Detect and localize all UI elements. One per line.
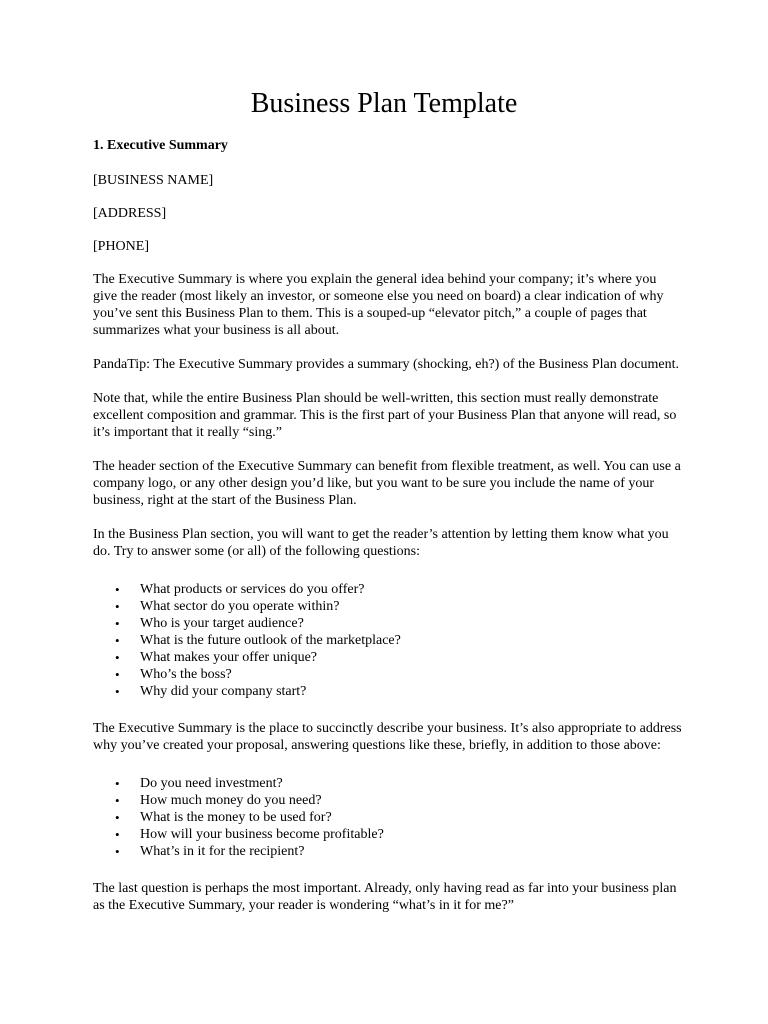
address-placeholder: [ADDRESS] xyxy=(93,206,167,221)
bullet-icon: • xyxy=(115,684,120,699)
bullet-icon: • xyxy=(115,793,120,808)
paragraph-business-plan-section: In the Business Plan section, you will want to get the reader’s attention by letting them know what you do. Try to answer some (or all) of the following questions: xyxy=(93,527,669,559)
question-list-1 xyxy=(93,581,683,700)
bullet-icon: • xyxy=(115,599,120,614)
list-item: • How much money do you need? xyxy=(115,793,322,808)
list-item: • What products or services do you offer? xyxy=(115,582,365,597)
bullet-icon: • xyxy=(115,650,120,665)
bullet-icon: • xyxy=(115,827,120,842)
list-item: • What sector do you operate within? xyxy=(115,599,340,614)
list-item: • What is the money to be used for? xyxy=(115,810,332,825)
paragraph-last-question: The last question is perhaps the most important. Already, only having read as far into your business plan as the Executive Summary, your reader is wondering “what’s in it for me?” xyxy=(93,881,677,913)
document-title: Business Plan Template xyxy=(250,88,518,119)
question-list-2 xyxy=(93,775,683,860)
paragraph-succinct: The Executive Summary is the place to succinctly describe your business. It’s also appropriate to address why you’ve created your proposal, answering questions like these, briefly, in addition to those above: xyxy=(93,721,682,753)
paragraph-header-section: The header section of the Executive Summary can benefit from flexible treatment, as well. You can use a company logo, or any other design you’d like, but you want to be sure you include the name of your business, right at the start of the Business Plan. xyxy=(93,459,681,508)
bullet-icon: • xyxy=(115,582,120,597)
list-item: • How will your business become profitable? xyxy=(115,827,384,842)
business-name-placeholder: [BUSINESS NAME] xyxy=(93,173,214,188)
list-item: • What is the future outlook of the marketplace? xyxy=(115,633,401,648)
list-item: • What’s in it for the recipient? xyxy=(115,844,305,859)
list-item: • Who is your target audience? xyxy=(115,616,304,631)
bullet-icon: • xyxy=(115,616,120,631)
bullet-icon: • xyxy=(115,667,120,682)
section-heading: 1. Executive Summary xyxy=(93,138,228,153)
list-item: • What makes your offer unique? xyxy=(115,650,318,665)
list-item: • Do you need investment? xyxy=(115,776,283,791)
bullet-icon: • xyxy=(115,633,120,648)
bullet-icon: • xyxy=(115,844,120,859)
document-body xyxy=(93,137,683,914)
list-item: • Who’s the boss? xyxy=(115,667,232,682)
paragraph-intro: The Executive Summary is where you explain the general idea behind your company; it’s where you give the reader (most likely an investor, or someone else you need on board) a clear indication of why you’ve sent this Business Plan to them. This is a souped-up “elevator pitch,” a couple of pages that summarizes what your business is all about. xyxy=(93,272,664,338)
phone-placeholder: [PHONE] xyxy=(93,239,149,254)
bullet-icon: • xyxy=(115,776,120,791)
paragraph-note: Note that, while the entire Business Plan should be well-written, this section must really demonstrate excellent composition and grammar. This is the first part of your Business Plan that anyone will read, so it’s important that it really “sing.” xyxy=(93,391,677,440)
list-item: • Why did your company start? xyxy=(115,684,307,699)
paragraph-pandatip: PandaTip: The Executive Summary provides a summary (shocking, eh?) of the Business Plan document. xyxy=(93,357,679,372)
bullet-icon: • xyxy=(115,810,120,825)
